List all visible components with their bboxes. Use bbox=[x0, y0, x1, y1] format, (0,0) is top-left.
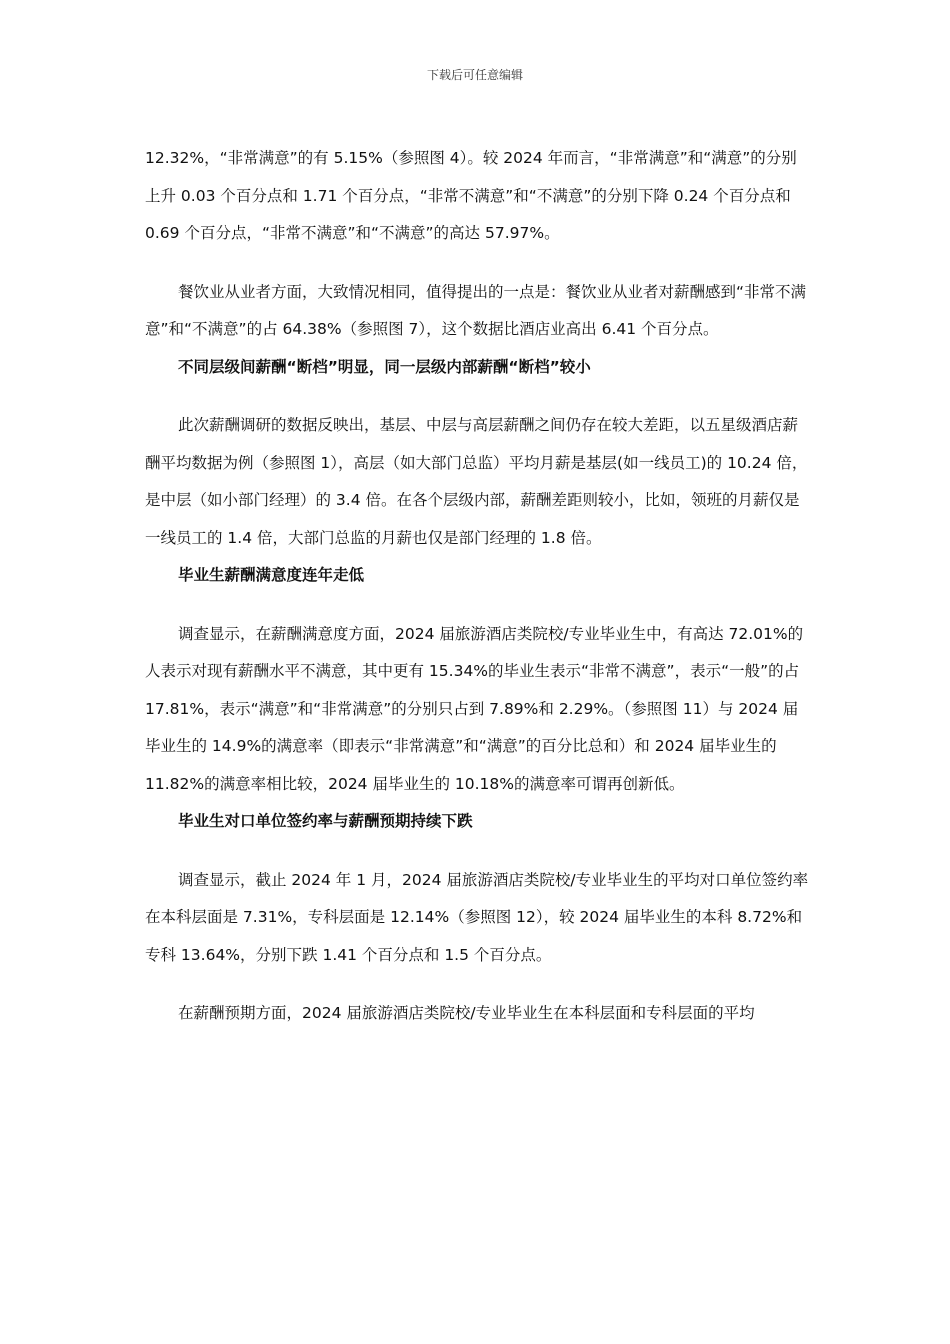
paragraph-hotel-satisfaction: 12.32%，“非常满意”的有 5.15%（参照图 4）。较 2024 年而言，“非常满意”和“满意”的分别上升 0.03 个百分点和 1.71 个百分点，“非常不满意”和“不满意”的分别下降 0.24 个百分点和 0.69 个百分点，“非常不满意”和“不满意”的高达 57.97%。 bbox=[145, 149, 797, 242]
paragraph-signing-rate: 调查显示，截止 2024 年 1 月，2024 届旅游酒店类院校/专业毕业生的平均对口单位签约率在本科层面是 7.31%，专科层面是 12.14%（参照图 12），较 2024 届毕业生的本科 8.72%和专科 13.64%，分别下跌 1.41 个百分点和 1.5 个百分点。 bbox=[145, 870, 809, 964]
section-heading-graduate-satisfaction: 毕业生薪酬满意度连年走低 bbox=[178, 566, 365, 584]
document-body bbox=[145, 140, 810, 1033]
section-heading-salary-gap: 不同层级间薪酬“断档”明显，同一层级内部薪酬“断档”较小 bbox=[178, 357, 591, 376]
paragraph-graduate-satisfaction: 调查显示，在薪酬满意度方面，2024 届旅游酒店类院校/专业毕业生中，有高达 72.01%的人表示对现有薪酬水平不满意，其中更有 15.34%的毕业生表示“非常不满意”，表示“一般”的占 17.81%，表示“满意”和“非常满意”的分别只占到 7.89%和 2.29%。（参照图 11）与 2024 届毕业生的 14.9%的满意率（即表示“非常满意”和“满意”的百分比总和）和 2024 届毕业生的 11.82%的满意率相比较，2024 届毕业生的 10.18%的满意率可谓再创新低。 bbox=[145, 624, 804, 793]
section-heading-signing-rate: 毕业生对口单位签约率与薪酬预期持续下跌 bbox=[178, 812, 473, 830]
paragraph-catering-satisfaction: 餐饮业从业者方面，大致情况相同，值得提出的一点是：餐饮业从业者对薪酬感到“非常不满意”和“不满意”的占 64.38%（参照图 7），这个数据比酒店业高出 6.41 个百分点。 bbox=[145, 282, 807, 338]
paragraph-salary-expectation: 在薪酬预期方面，2024 届旅游酒店类院校/专业毕业生在本科层面和专科层面的平均 bbox=[178, 1004, 755, 1022]
page-header-note: 下载后可任意编辑 bbox=[426, 68, 523, 82]
paragraph-salary-gap: 此次薪酬调研的数据反映出，基层、中层与高层薪酬之间仍存在较大差距，以五星级酒店薪酬平均数据为例（参照图 1），高层（如大部门总监）平均月薪是基层(如一线员工)的 10.24 倍，是中层（如小部门经理）的 3.4 倍。在各个层级内部，薪酬差距则较小，比如，领班的月薪仅是一线员工的 1.4 倍，大部门总监的月薪也仅是部门经理的 1.8 倍。 bbox=[145, 416, 808, 547]
